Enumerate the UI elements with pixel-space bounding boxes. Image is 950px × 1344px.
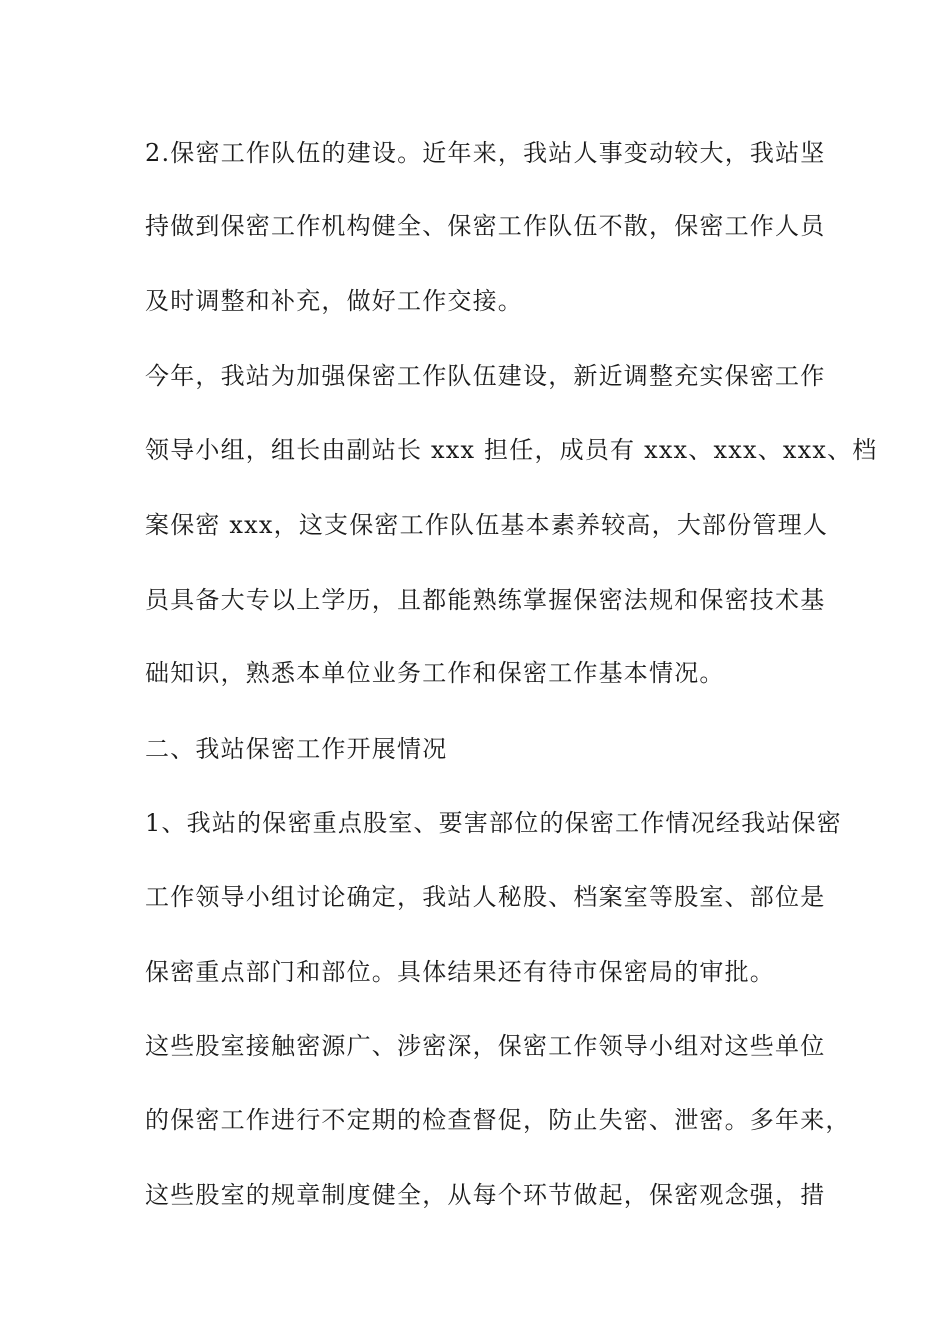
text-line-1: 2.保密工作队伍的建设。近年来，我站人事变动较大，我站坚 [145, 139, 826, 167]
text-line-11: 工作领导小组讨论确定，我站人秘股、档案室等股室、部位是 [145, 883, 826, 911]
text-line-4: 今年，我站为加强保密工作队伍建设，新近调整充实保密工作 [145, 362, 826, 390]
text-line-7: 员具备大专以上学历，且都能熟练掌握保密法规和保密技术基 [145, 586, 826, 614]
text-line-12: 保密重点部门和部位。具体结果还有待市保密局的审批。 [145, 958, 775, 986]
text-line-14: 的保密工作进行不定期的检查督促，防止失密、泄密。多年来， [145, 1106, 851, 1134]
text-line-2: 持做到保密工作机构健全、保密工作队伍不散，保密工作人员 [145, 212, 826, 240]
text-line-3: 及时调整和补充，做好工作交接。 [145, 287, 523, 315]
text-line-10: 1、我站的保密重点股室、要害部位的保密工作情况经我站保密 [145, 809, 842, 837]
text-line-13: 这些股室接触密源广、涉密深，保密工作领导小组对这些单位 [145, 1032, 826, 1060]
text-line-6: 案保密 xxx，这支保密工作队伍基本素养较高，大部份管理人 [145, 511, 829, 539]
text-line-5: 领导小组，组长由副站长 xxx 担任，成员有 xxx、xxx、xxx、档 [145, 436, 878, 464]
text-line-8: 础知识，熟悉本单位业务工作和保密工作基本情况。 [145, 659, 725, 687]
text-line-15: 这些股室的规章制度健全，从每个环节做起，保密观念强，措 [145, 1181, 826, 1209]
section-heading: 二、我站保密工作开展情况 [145, 735, 448, 763]
